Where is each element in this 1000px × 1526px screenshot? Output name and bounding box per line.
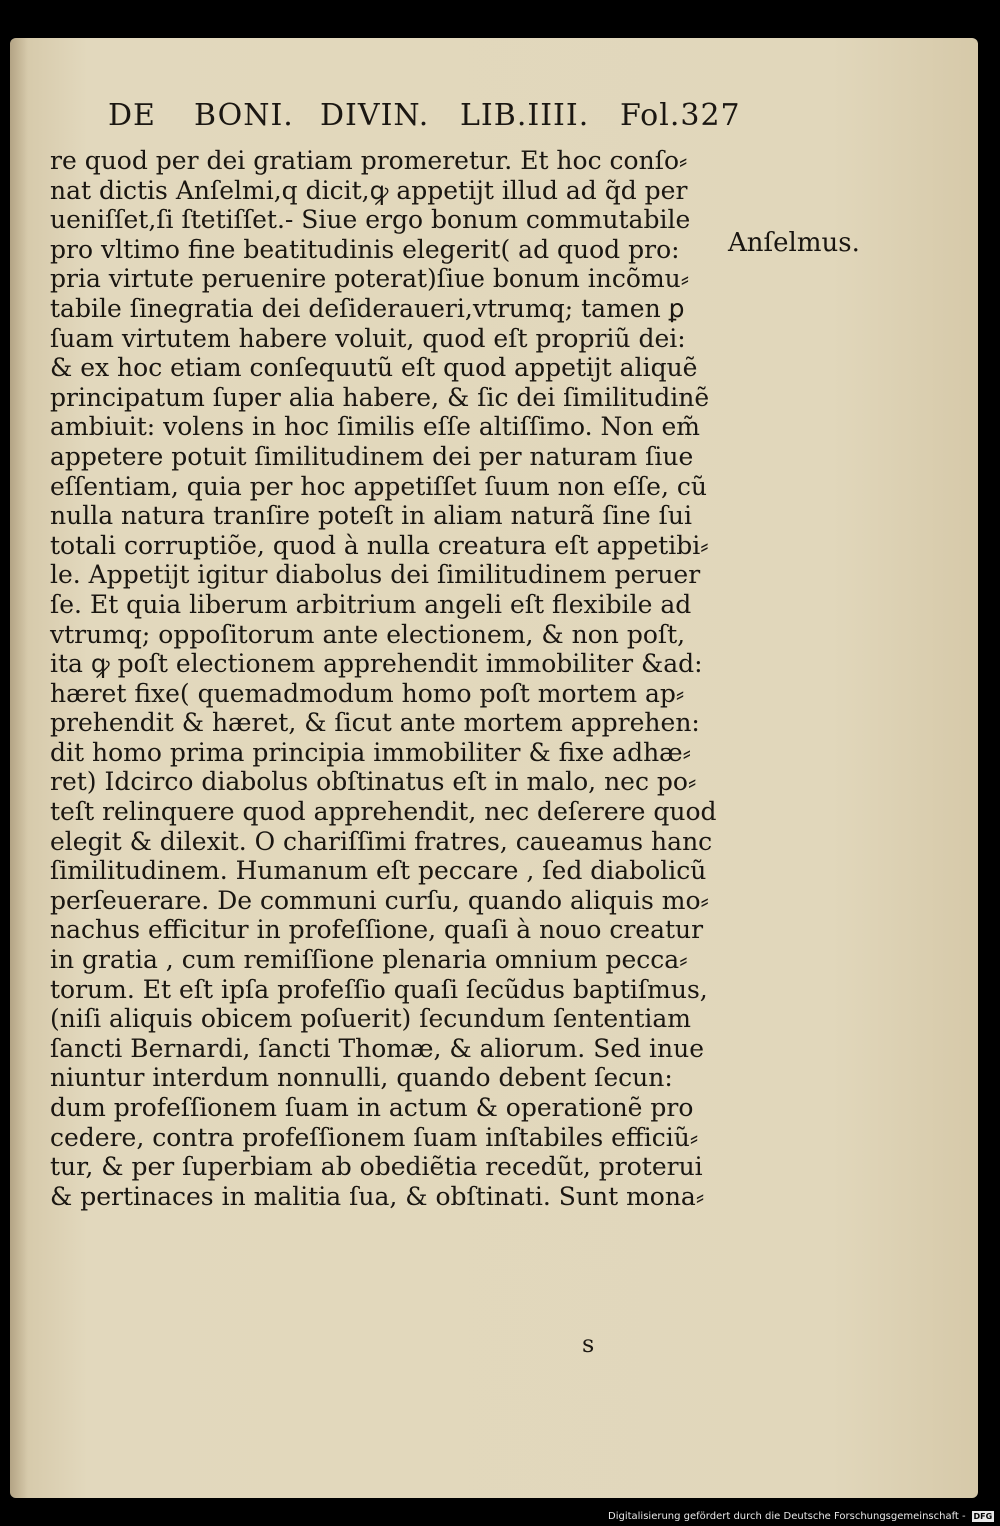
text-line: le. Appetijt igitur diabolus dei ſimilitudinem peruer <box>50 560 701 590</box>
text-line: elegit & dilexit. O chariſſimi fratres, caueamus hanc <box>50 826 713 856</box>
text-line: nat dictis Anſelmi,q dicit,ꝙ appetijt illud ad q̃d per <box>50 175 688 205</box>
text-line: perſeuerare. De communi curſu, quando aliquis mo⸗ <box>50 885 709 915</box>
text-line: ueniſſet,ſi ſtetiſſet.- Siue ergo bonum commutabile <box>50 205 691 235</box>
text-line: cedere, contra profeſſionem ſuam inſtabiles efficiũ⸗ <box>50 1122 699 1152</box>
text-line: (niſi aliquis obicem poſuerit) ſecundum ſententiam <box>50 1004 691 1034</box>
text-line: hæret fixe( quemadmodum homo poſt mortem ap⸗ <box>50 678 685 708</box>
text-line: nachus efficitur in profeſſione, quaſi à nouo creatur <box>50 915 704 945</box>
text-line: niuntur interdum nonnulli, quando debent ſecun: <box>50 1063 673 1093</box>
text-line: re quod per dei gratiam promeretur. Et hoc conſo⸗ <box>50 146 688 175</box>
header-word-boni: BONI. <box>194 98 294 133</box>
running-header <box>108 98 748 146</box>
header-word-de: DE <box>108 98 156 133</box>
text-line: prehendit & hæret, & ſicut ante mortem apprehen: <box>50 708 700 738</box>
credit-text: Digitalisierung gefördert durch die Deutsche Forschungsgemeinschaft - <box>608 1511 966 1522</box>
marginal-note: Anſelmus. <box>728 228 860 258</box>
text-line: pro vltimo fine beatitudinis elegerit( ad quod pro: <box>50 234 680 264</box>
text-line: dit homo prima principia immobiliter & fixe adhæ⸗ <box>50 737 691 767</box>
text-line: nulla natura tranſire poteſt in aliam naturã ſine ſui <box>50 501 692 531</box>
text-line: tabile ſinegratia dei deſideraueri,vtrumq; tamen ꝑ <box>50 293 685 323</box>
text-line: vtrumq; oppoſitorum ante electionem, & non poſt, <box>50 619 686 649</box>
text-line: totali corruptiõe, quod à nulla creatura eſt appetibi⸗ <box>50 530 709 560</box>
folio-number: Fol.327 <box>620 98 741 133</box>
text-line: ret) Idcirco diabolus obſtinatus eſt in malo, nec po⸗ <box>50 767 697 797</box>
text-line: teſt relinquere quod apprehendit, nec deſerere quod <box>50 797 717 827</box>
text-line: eſſentiam, quia per hoc appetiſſet ſuum non eſſe, cũ <box>50 471 707 501</box>
signature-mark: s <box>582 1330 595 1358</box>
text-line: tur, & per ſuperbiam ab obediẽtia recedũt, proterui <box>50 1152 703 1182</box>
header-word-lib: LIB.IIII. <box>460 98 590 133</box>
text-line: pria virtute peruenire poterat)ſiue bonum incõmu⸗ <box>50 264 690 294</box>
text-line: ſimilitudinem. Humanum eſt peccare , ſed diabolicũ <box>50 856 707 886</box>
digitization-credit <box>608 1509 994 1525</box>
header-word-divin: DIVIN. <box>320 98 430 133</box>
text-line: ſuam virtutem habere voluit, quod eſt propriũ dei: <box>50 323 686 353</box>
book-page <box>10 38 978 1498</box>
body-text <box>50 146 730 1211</box>
text-line: & ex hoc etiam conſequutũ eſt quod appetijt aliquẽ <box>50 353 698 383</box>
text-line: torum. Et eſt ipſa profeſſio quaſi ſecũdus baptiſmus, <box>50 974 708 1004</box>
gutter-shadow <box>10 38 28 1498</box>
text-line: principatum ſuper alia habere, & ſic dei ſimilitudinẽ <box>50 382 710 412</box>
text-line: in gratia , cum remiſſione plenaria omnium pecca⸗ <box>50 945 688 975</box>
text-line: ſe. Et quia liberum arbitrium angeli eſt flexibile ad <box>50 589 692 619</box>
text-line: ſancti Bernardi, ſancti Thomæ, & aliorum. Sed inue <box>50 1033 705 1063</box>
dfg-logo: DFG <box>973 1511 993 1521</box>
text-line: ambiuit: volens in hoc ſimilis eſſe altiſſimo. Non em̃ <box>50 412 700 442</box>
text-line: appetere potuit ſimilitudinem dei per naturam ſiue <box>50 441 694 471</box>
text-line: dum profeſſionem ſuam in actum & operationẽ pro <box>50 1093 694 1122</box>
text-line: ita ꝙ poſt electionem apprehendit immobiliter &ad: <box>50 649 703 679</box>
text-line: & pertinaces in malitia ſua, & obſtinati. Sunt mona⸗ <box>50 1181 705 1211</box>
